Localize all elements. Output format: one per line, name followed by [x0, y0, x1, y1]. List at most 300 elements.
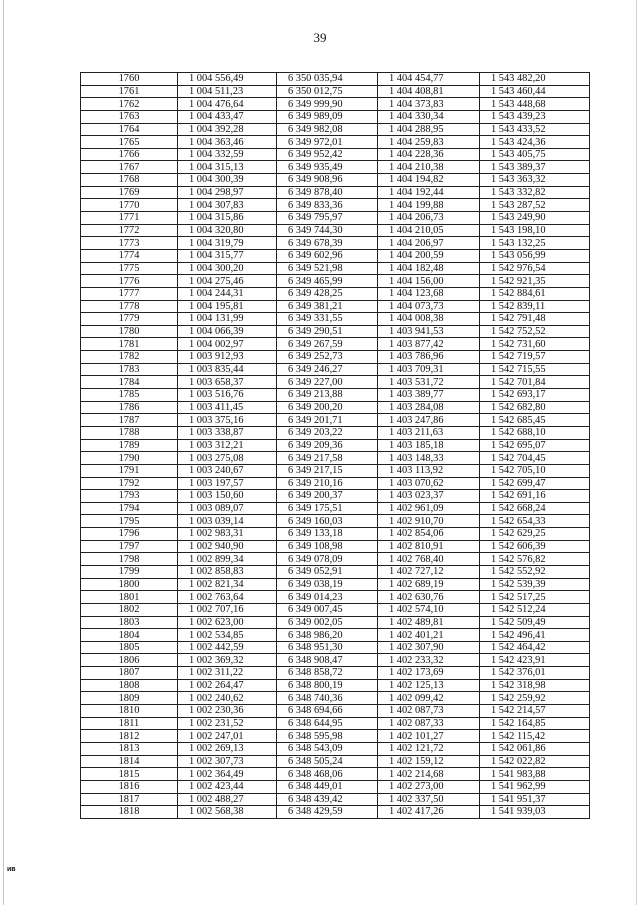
point-number-cell: 1817: [81, 793, 178, 806]
point-number-cell: 1796: [81, 528, 178, 541]
point-number-cell: 1784: [81, 376, 178, 389]
scan-stamp: ив: [7, 866, 16, 873]
y-coordinate-cell: 6 348 800,19: [277, 679, 378, 692]
table-row: [81, 717, 590, 730]
y-coordinate-cell: 6 350 035,94: [277, 73, 378, 86]
x-coordinate-cell: 1 002 623,00: [178, 616, 277, 629]
y-coordinate-cell: 6 348 468,06: [277, 768, 378, 781]
table-row: [81, 603, 590, 616]
y2-coordinate-cell: 1 542 509,49: [480, 616, 590, 629]
x2-coordinate-cell: 1 404 192,44: [378, 186, 480, 199]
x-coordinate-cell: 1 004 131,99: [178, 313, 277, 326]
table-row: [81, 426, 590, 439]
y-coordinate-cell: 6 349 160,03: [277, 515, 378, 528]
point-number-cell: 1812: [81, 730, 178, 743]
x-coordinate-cell: 1 003 240,67: [178, 464, 277, 477]
y2-coordinate-cell: 1 542 654,33: [480, 515, 590, 528]
x-coordinate-cell: 1 003 375,16: [178, 414, 277, 427]
y-coordinate-cell: 6 349 267,59: [277, 338, 378, 351]
table-row: [81, 679, 590, 692]
table-row: [81, 148, 590, 161]
y2-coordinate-cell: 1 542 668,24: [480, 502, 590, 515]
table-row: [81, 110, 590, 123]
x-coordinate-cell: 1 003 912,93: [178, 351, 277, 364]
y2-coordinate-cell: 1 542 115,42: [480, 730, 590, 743]
point-number-cell: 1811: [81, 717, 178, 730]
table-row: [81, 351, 590, 364]
y-coordinate-cell: 6 349 175,51: [277, 502, 378, 515]
point-number-cell: 1813: [81, 742, 178, 755]
y2-coordinate-cell: 1 542 376,01: [480, 667, 590, 680]
x-coordinate-cell: 1 003 150,60: [178, 490, 277, 503]
table-row: [81, 73, 590, 86]
x-coordinate-cell: 1 002 231,52: [178, 717, 277, 730]
point-number-cell: 1780: [81, 325, 178, 338]
x2-coordinate-cell: 1 402 173,69: [378, 667, 480, 680]
x2-coordinate-cell: 1 402 233,32: [378, 654, 480, 667]
y2-coordinate-cell: 1 543 132,25: [480, 237, 590, 250]
table-row: [81, 629, 590, 642]
x2-coordinate-cell: 1 404 156,00: [378, 275, 480, 288]
coordinates-table-body: [81, 73, 590, 819]
y2-coordinate-cell: 1 542 512,24: [480, 603, 590, 616]
table-row: [81, 224, 590, 237]
x2-coordinate-cell: 1 402 689,19: [378, 578, 480, 591]
x2-coordinate-cell: 1 404 288,95: [378, 123, 480, 136]
x2-coordinate-cell: 1 404 259,83: [378, 136, 480, 149]
x2-coordinate-cell: 1 404 123,68: [378, 287, 480, 300]
x-coordinate-cell: 1 004 315,13: [178, 161, 277, 174]
x2-coordinate-cell: 1 402 574,10: [378, 603, 480, 616]
y-coordinate-cell: 6 349 744,30: [277, 224, 378, 237]
y2-coordinate-cell: 1 542 719,57: [480, 351, 590, 364]
table-row: [81, 540, 590, 553]
y-coordinate-cell: 6 349 201,71: [277, 414, 378, 427]
y2-coordinate-cell: 1 543 287,52: [480, 199, 590, 212]
table-row: [81, 262, 590, 275]
x-coordinate-cell: 1 002 858,83: [178, 565, 277, 578]
table-row: [81, 730, 590, 743]
x-coordinate-cell: 1 003 338,87: [178, 426, 277, 439]
y2-coordinate-cell: 1 542 976,54: [480, 262, 590, 275]
point-number-cell: 1789: [81, 439, 178, 452]
y-coordinate-cell: 6 349 002,05: [277, 616, 378, 629]
x2-coordinate-cell: 1 403 023,37: [378, 490, 480, 503]
table-row: [81, 300, 590, 313]
table-row: [81, 199, 590, 212]
table-row: [81, 85, 590, 98]
table-row: [81, 174, 590, 187]
point-number-cell: 1791: [81, 464, 178, 477]
table-row: [81, 565, 590, 578]
y2-coordinate-cell: 1 541 983,88: [480, 768, 590, 781]
table-row: [81, 692, 590, 705]
x2-coordinate-cell: 1 404 330,34: [378, 110, 480, 123]
x2-coordinate-cell: 1 404 200,59: [378, 249, 480, 262]
point-number-cell: 1779: [81, 313, 178, 326]
x2-coordinate-cell: 1 403 148,33: [378, 452, 480, 465]
table-row: [81, 528, 590, 541]
y-coordinate-cell: 6 349 602,96: [277, 249, 378, 262]
x-coordinate-cell: 1 002 311,22: [178, 667, 277, 680]
table-row: [81, 275, 590, 288]
y2-coordinate-cell: 1 542 705,10: [480, 464, 590, 477]
y2-coordinate-cell: 1 542 606,39: [480, 540, 590, 553]
x2-coordinate-cell: 1 402 489,81: [378, 616, 480, 629]
point-number-cell: 1788: [81, 426, 178, 439]
table-row: [81, 123, 590, 136]
y2-coordinate-cell: 1 542 884,61: [480, 287, 590, 300]
table-row: [81, 325, 590, 338]
x2-coordinate-cell: 1 404 206,97: [378, 237, 480, 250]
x2-coordinate-cell: 1 403 284,08: [378, 401, 480, 414]
y2-coordinate-cell: 1 542 791,48: [480, 313, 590, 326]
point-number-cell: 1795: [81, 515, 178, 528]
y-coordinate-cell: 6 349 290,51: [277, 325, 378, 338]
x-coordinate-cell: 1 002 369,32: [178, 654, 277, 667]
table-row: [81, 313, 590, 326]
x-coordinate-cell: 1 002 763,64: [178, 591, 277, 604]
x-coordinate-cell: 1 002 488,27: [178, 793, 277, 806]
y2-coordinate-cell: 1 542 259,92: [480, 692, 590, 705]
x2-coordinate-cell: 1 403 786,96: [378, 351, 480, 364]
y-coordinate-cell: 6 349 007,45: [277, 603, 378, 616]
x2-coordinate-cell: 1 404 194,82: [378, 174, 480, 187]
x-coordinate-cell: 1 002 269,13: [178, 742, 277, 755]
x2-coordinate-cell: 1 402 125,13: [378, 679, 480, 692]
y2-coordinate-cell: 1 542 682,80: [480, 401, 590, 414]
y2-coordinate-cell: 1 543 389,37: [480, 161, 590, 174]
y2-coordinate-cell: 1 543 424,36: [480, 136, 590, 149]
y-coordinate-cell: 6 348 644,95: [277, 717, 378, 730]
point-number-cell: 1816: [81, 780, 178, 793]
point-number-cell: 1778: [81, 300, 178, 313]
y-coordinate-cell: 6 348 439,42: [277, 793, 378, 806]
x-coordinate-cell: 1 004 244,31: [178, 287, 277, 300]
y-coordinate-cell: 6 348 449,01: [277, 780, 378, 793]
x-coordinate-cell: 1 004 195,81: [178, 300, 277, 313]
y-coordinate-cell: 6 349 982,08: [277, 123, 378, 136]
scan-edge-right: [636, 0, 637, 905]
point-number-cell: 1770: [81, 199, 178, 212]
table-row: [81, 591, 590, 604]
y2-coordinate-cell: 1 543 433,52: [480, 123, 590, 136]
x2-coordinate-cell: 1 402 087,33: [378, 717, 480, 730]
x2-coordinate-cell: 1 402 273,00: [378, 780, 480, 793]
y2-coordinate-cell: 1 542 693,17: [480, 389, 590, 402]
y2-coordinate-cell: 1 542 214,57: [480, 705, 590, 718]
table-row: [81, 212, 590, 225]
x-coordinate-cell: 1 004 300,39: [178, 174, 277, 187]
y2-coordinate-cell: 1 542 685,45: [480, 414, 590, 427]
x2-coordinate-cell: 1 402 727,12: [378, 565, 480, 578]
x2-coordinate-cell: 1 402 121,72: [378, 742, 480, 755]
x2-coordinate-cell: 1 403 070,62: [378, 477, 480, 490]
x-coordinate-cell: 1 004 363,46: [178, 136, 277, 149]
y2-coordinate-cell: 1 542 715,55: [480, 363, 590, 376]
x2-coordinate-cell: 1 404 373,83: [378, 98, 480, 111]
x2-coordinate-cell: 1 404 454,77: [378, 73, 480, 86]
x-coordinate-cell: 1 004 320,80: [178, 224, 277, 237]
x2-coordinate-cell: 1 404 008,38: [378, 313, 480, 326]
y2-coordinate-cell: 1 542 464,42: [480, 641, 590, 654]
point-number-cell: 1762: [81, 98, 178, 111]
x2-coordinate-cell: 1 402 910,70: [378, 515, 480, 528]
x-coordinate-cell: 1 002 899,34: [178, 553, 277, 566]
x2-coordinate-cell: 1 404 210,05: [378, 224, 480, 237]
point-number-cell: 1814: [81, 755, 178, 768]
x-coordinate-cell: 1 004 298,97: [178, 186, 277, 199]
x2-coordinate-cell: 1 403 877,42: [378, 338, 480, 351]
table-row: [81, 768, 590, 781]
point-number-cell: 1794: [81, 502, 178, 515]
point-number-cell: 1769: [81, 186, 178, 199]
y2-coordinate-cell: 1 542 839,11: [480, 300, 590, 313]
x2-coordinate-cell: 1 403 211,63: [378, 426, 480, 439]
x2-coordinate-cell: 1 403 531,72: [378, 376, 480, 389]
y-coordinate-cell: 6 349 246,27: [277, 363, 378, 376]
x-coordinate-cell: 1 004 300,20: [178, 262, 277, 275]
y2-coordinate-cell: 1 541 951,37: [480, 793, 590, 806]
x2-coordinate-cell: 1 402 401,21: [378, 629, 480, 642]
y2-coordinate-cell: 1 542 496,41: [480, 629, 590, 642]
point-number-cell: 1765: [81, 136, 178, 149]
y2-coordinate-cell: 1 542 688,10: [480, 426, 590, 439]
y2-coordinate-cell: 1 541 962,99: [480, 780, 590, 793]
table-row: [81, 705, 590, 718]
x-coordinate-cell: 1 004 275,46: [178, 275, 277, 288]
y-coordinate-cell: 6 349 052,91: [277, 565, 378, 578]
table-row: [81, 186, 590, 199]
x-coordinate-cell: 1 004 332,59: [178, 148, 277, 161]
point-number-cell: 1805: [81, 641, 178, 654]
x2-coordinate-cell: 1 403 247,86: [378, 414, 480, 427]
y-coordinate-cell: 6 348 858,72: [277, 667, 378, 680]
y-coordinate-cell: 6 349 428,25: [277, 287, 378, 300]
y-coordinate-cell: 6 349 999,90: [277, 98, 378, 111]
y2-coordinate-cell: 1 542 704,45: [480, 452, 590, 465]
y-coordinate-cell: 6 348 694,66: [277, 705, 378, 718]
x2-coordinate-cell: 1 402 810,91: [378, 540, 480, 553]
point-number-cell: 1772: [81, 224, 178, 237]
table-row: [81, 654, 590, 667]
x-coordinate-cell: 1 003 658,37: [178, 376, 277, 389]
y2-coordinate-cell: 1 543 448,68: [480, 98, 590, 111]
y-coordinate-cell: 6 348 951,30: [277, 641, 378, 654]
table-row: [81, 793, 590, 806]
point-number-cell: 1809: [81, 692, 178, 705]
point-number-cell: 1786: [81, 401, 178, 414]
y-coordinate-cell: 6 348 429,59: [277, 806, 378, 819]
x-coordinate-cell: 1 004 556,49: [178, 73, 277, 86]
y-coordinate-cell: 6 349 678,39: [277, 237, 378, 250]
table-row: [81, 464, 590, 477]
x2-coordinate-cell: 1 402 768,40: [378, 553, 480, 566]
x2-coordinate-cell: 1 402 214,68: [378, 768, 480, 781]
y2-coordinate-cell: 1 542 552,92: [480, 565, 590, 578]
point-number-cell: 1777: [81, 287, 178, 300]
point-number-cell: 1803: [81, 616, 178, 629]
x2-coordinate-cell: 1 404 073,73: [378, 300, 480, 313]
y2-coordinate-cell: 1 543 405,75: [480, 148, 590, 161]
x-coordinate-cell: 1 002 983,31: [178, 528, 277, 541]
y-coordinate-cell: 6 349 252,73: [277, 351, 378, 364]
x-coordinate-cell: 1 004 307,83: [178, 199, 277, 212]
y-coordinate-cell: 6 349 952,42: [277, 148, 378, 161]
x-coordinate-cell: 1 002 307,73: [178, 755, 277, 768]
y-coordinate-cell: 6 348 908,47: [277, 654, 378, 667]
x-coordinate-cell: 1 002 534,85: [178, 629, 277, 642]
y-coordinate-cell: 6 349 833,36: [277, 199, 378, 212]
x2-coordinate-cell: 1 402 307,90: [378, 641, 480, 654]
y-coordinate-cell: 6 349 210,16: [277, 477, 378, 490]
point-number-cell: 1793: [81, 490, 178, 503]
x2-coordinate-cell: 1 404 182,48: [378, 262, 480, 275]
y2-coordinate-cell: 1 542 695,07: [480, 439, 590, 452]
y-coordinate-cell: 6 349 078,09: [277, 553, 378, 566]
y2-coordinate-cell: 1 543 482,20: [480, 73, 590, 86]
x2-coordinate-cell: 1 402 337,50: [378, 793, 480, 806]
table-row: [81, 439, 590, 452]
x-coordinate-cell: 1 003 197,57: [178, 477, 277, 490]
y-coordinate-cell: 6 349 465,99: [277, 275, 378, 288]
table-row: [81, 641, 590, 654]
y2-coordinate-cell: 1 542 539,39: [480, 578, 590, 591]
y2-coordinate-cell: 1 543 460,44: [480, 85, 590, 98]
x-coordinate-cell: 1 002 707,16: [178, 603, 277, 616]
x2-coordinate-cell: 1 402 630,76: [378, 591, 480, 604]
y-coordinate-cell: 6 349 200,20: [277, 401, 378, 414]
table-row: [81, 452, 590, 465]
point-number-cell: 1800: [81, 578, 178, 591]
coordinates-table: [80, 72, 590, 819]
y2-coordinate-cell: 1 542 699,47: [480, 477, 590, 490]
x-coordinate-cell: 1 003 039,14: [178, 515, 277, 528]
x2-coordinate-cell: 1 403 185,18: [378, 439, 480, 452]
x-coordinate-cell: 1 002 364,49: [178, 768, 277, 781]
point-number-cell: 1768: [81, 174, 178, 187]
point-number-cell: 1781: [81, 338, 178, 351]
point-number-cell: 1787: [81, 414, 178, 427]
y-coordinate-cell: 6 348 543,09: [277, 742, 378, 755]
y2-coordinate-cell: 1 543 249,90: [480, 212, 590, 225]
y2-coordinate-cell: 1 543 363,32: [480, 174, 590, 187]
y-coordinate-cell: 6 349 878,40: [277, 186, 378, 199]
point-number-cell: 1810: [81, 705, 178, 718]
point-number-cell: 1763: [81, 110, 178, 123]
y-coordinate-cell: 6 349 217,15: [277, 464, 378, 477]
y2-coordinate-cell: 1 542 318,98: [480, 679, 590, 692]
x-coordinate-cell: 1 003 275,08: [178, 452, 277, 465]
x-coordinate-cell: 1 004 511,23: [178, 85, 277, 98]
y-coordinate-cell: 6 349 908,96: [277, 174, 378, 187]
y2-coordinate-cell: 1 542 517,25: [480, 591, 590, 604]
x2-coordinate-cell: 1 402 159,12: [378, 755, 480, 768]
y2-coordinate-cell: 1 542 752,52: [480, 325, 590, 338]
y-coordinate-cell: 6 350 012,75: [277, 85, 378, 98]
y-coordinate-cell: 6 349 795,97: [277, 212, 378, 225]
y2-coordinate-cell: 1 542 423,91: [480, 654, 590, 667]
y-coordinate-cell: 6 349 213,88: [277, 389, 378, 402]
point-number-cell: 1761: [81, 85, 178, 98]
x2-coordinate-cell: 1 402 101,27: [378, 730, 480, 743]
y2-coordinate-cell: 1 543 056,99: [480, 249, 590, 262]
table-row: [81, 780, 590, 793]
y2-coordinate-cell: 1 542 701,84: [480, 376, 590, 389]
x-coordinate-cell: 1 003 411,45: [178, 401, 277, 414]
point-number-cell: 1782: [81, 351, 178, 364]
table-row: [81, 616, 590, 629]
point-number-cell: 1775: [81, 262, 178, 275]
x2-coordinate-cell: 1 403 709,31: [378, 363, 480, 376]
x-coordinate-cell: 1 004 315,77: [178, 249, 277, 262]
x-coordinate-cell: 1 002 264,47: [178, 679, 277, 692]
y2-coordinate-cell: 1 541 939,03: [480, 806, 590, 819]
y-coordinate-cell: 6 349 381,21: [277, 300, 378, 313]
table-row: [81, 161, 590, 174]
table-row: [81, 363, 590, 376]
x2-coordinate-cell: 1 404 408,81: [378, 85, 480, 98]
y2-coordinate-cell: 1 542 731,60: [480, 338, 590, 351]
y2-coordinate-cell: 1 542 921,35: [480, 275, 590, 288]
y-coordinate-cell: 6 349 108,98: [277, 540, 378, 553]
y-coordinate-cell: 6 349 203,22: [277, 426, 378, 439]
y-coordinate-cell: 6 349 217,58: [277, 452, 378, 465]
y-coordinate-cell: 6 349 038,19: [277, 578, 378, 591]
table-row: [81, 490, 590, 503]
table-row: [81, 742, 590, 755]
x-coordinate-cell: 1 002 442,59: [178, 641, 277, 654]
table-row: [81, 136, 590, 149]
table-row: [81, 553, 590, 566]
table-row: [81, 667, 590, 680]
table-row: [81, 249, 590, 262]
y-coordinate-cell: 6 349 227,00: [277, 376, 378, 389]
x2-coordinate-cell: 1 403 941,53: [378, 325, 480, 338]
point-number-cell: 1798: [81, 553, 178, 566]
point-number-cell: 1807: [81, 667, 178, 680]
y2-coordinate-cell: 1 542 164,85: [480, 717, 590, 730]
point-number-cell: 1774: [81, 249, 178, 262]
point-number-cell: 1785: [81, 389, 178, 402]
x2-coordinate-cell: 1 404 199,88: [378, 199, 480, 212]
y2-coordinate-cell: 1 542 629,25: [480, 528, 590, 541]
x2-coordinate-cell: 1 404 206,73: [378, 212, 480, 225]
point-number-cell: 1776: [81, 275, 178, 288]
scan-edge-left: [3, 0, 4, 905]
table-row: [81, 237, 590, 250]
x-coordinate-cell: 1 004 315,86: [178, 212, 277, 225]
x-coordinate-cell: 1 002 423,44: [178, 780, 277, 793]
x-coordinate-cell: 1 003 516,76: [178, 389, 277, 402]
y-coordinate-cell: 6 349 972,01: [277, 136, 378, 149]
point-number-cell: 1801: [81, 591, 178, 604]
table-row: [81, 414, 590, 427]
x2-coordinate-cell: 1 403 389,77: [378, 389, 480, 402]
point-number-cell: 1818: [81, 806, 178, 819]
table-row: [81, 515, 590, 528]
y2-coordinate-cell: 1 543 332,82: [480, 186, 590, 199]
point-number-cell: 1773: [81, 237, 178, 250]
point-number-cell: 1797: [81, 540, 178, 553]
y-coordinate-cell: 6 349 331,55: [277, 313, 378, 326]
y2-coordinate-cell: 1 542 022,82: [480, 755, 590, 768]
y-coordinate-cell: 6 348 986,20: [277, 629, 378, 642]
x-coordinate-cell: 1 004 392,28: [178, 123, 277, 136]
point-number-cell: 1802: [81, 603, 178, 616]
y-coordinate-cell: 6 349 989,09: [277, 110, 378, 123]
x2-coordinate-cell: 1 404 228,36: [378, 148, 480, 161]
